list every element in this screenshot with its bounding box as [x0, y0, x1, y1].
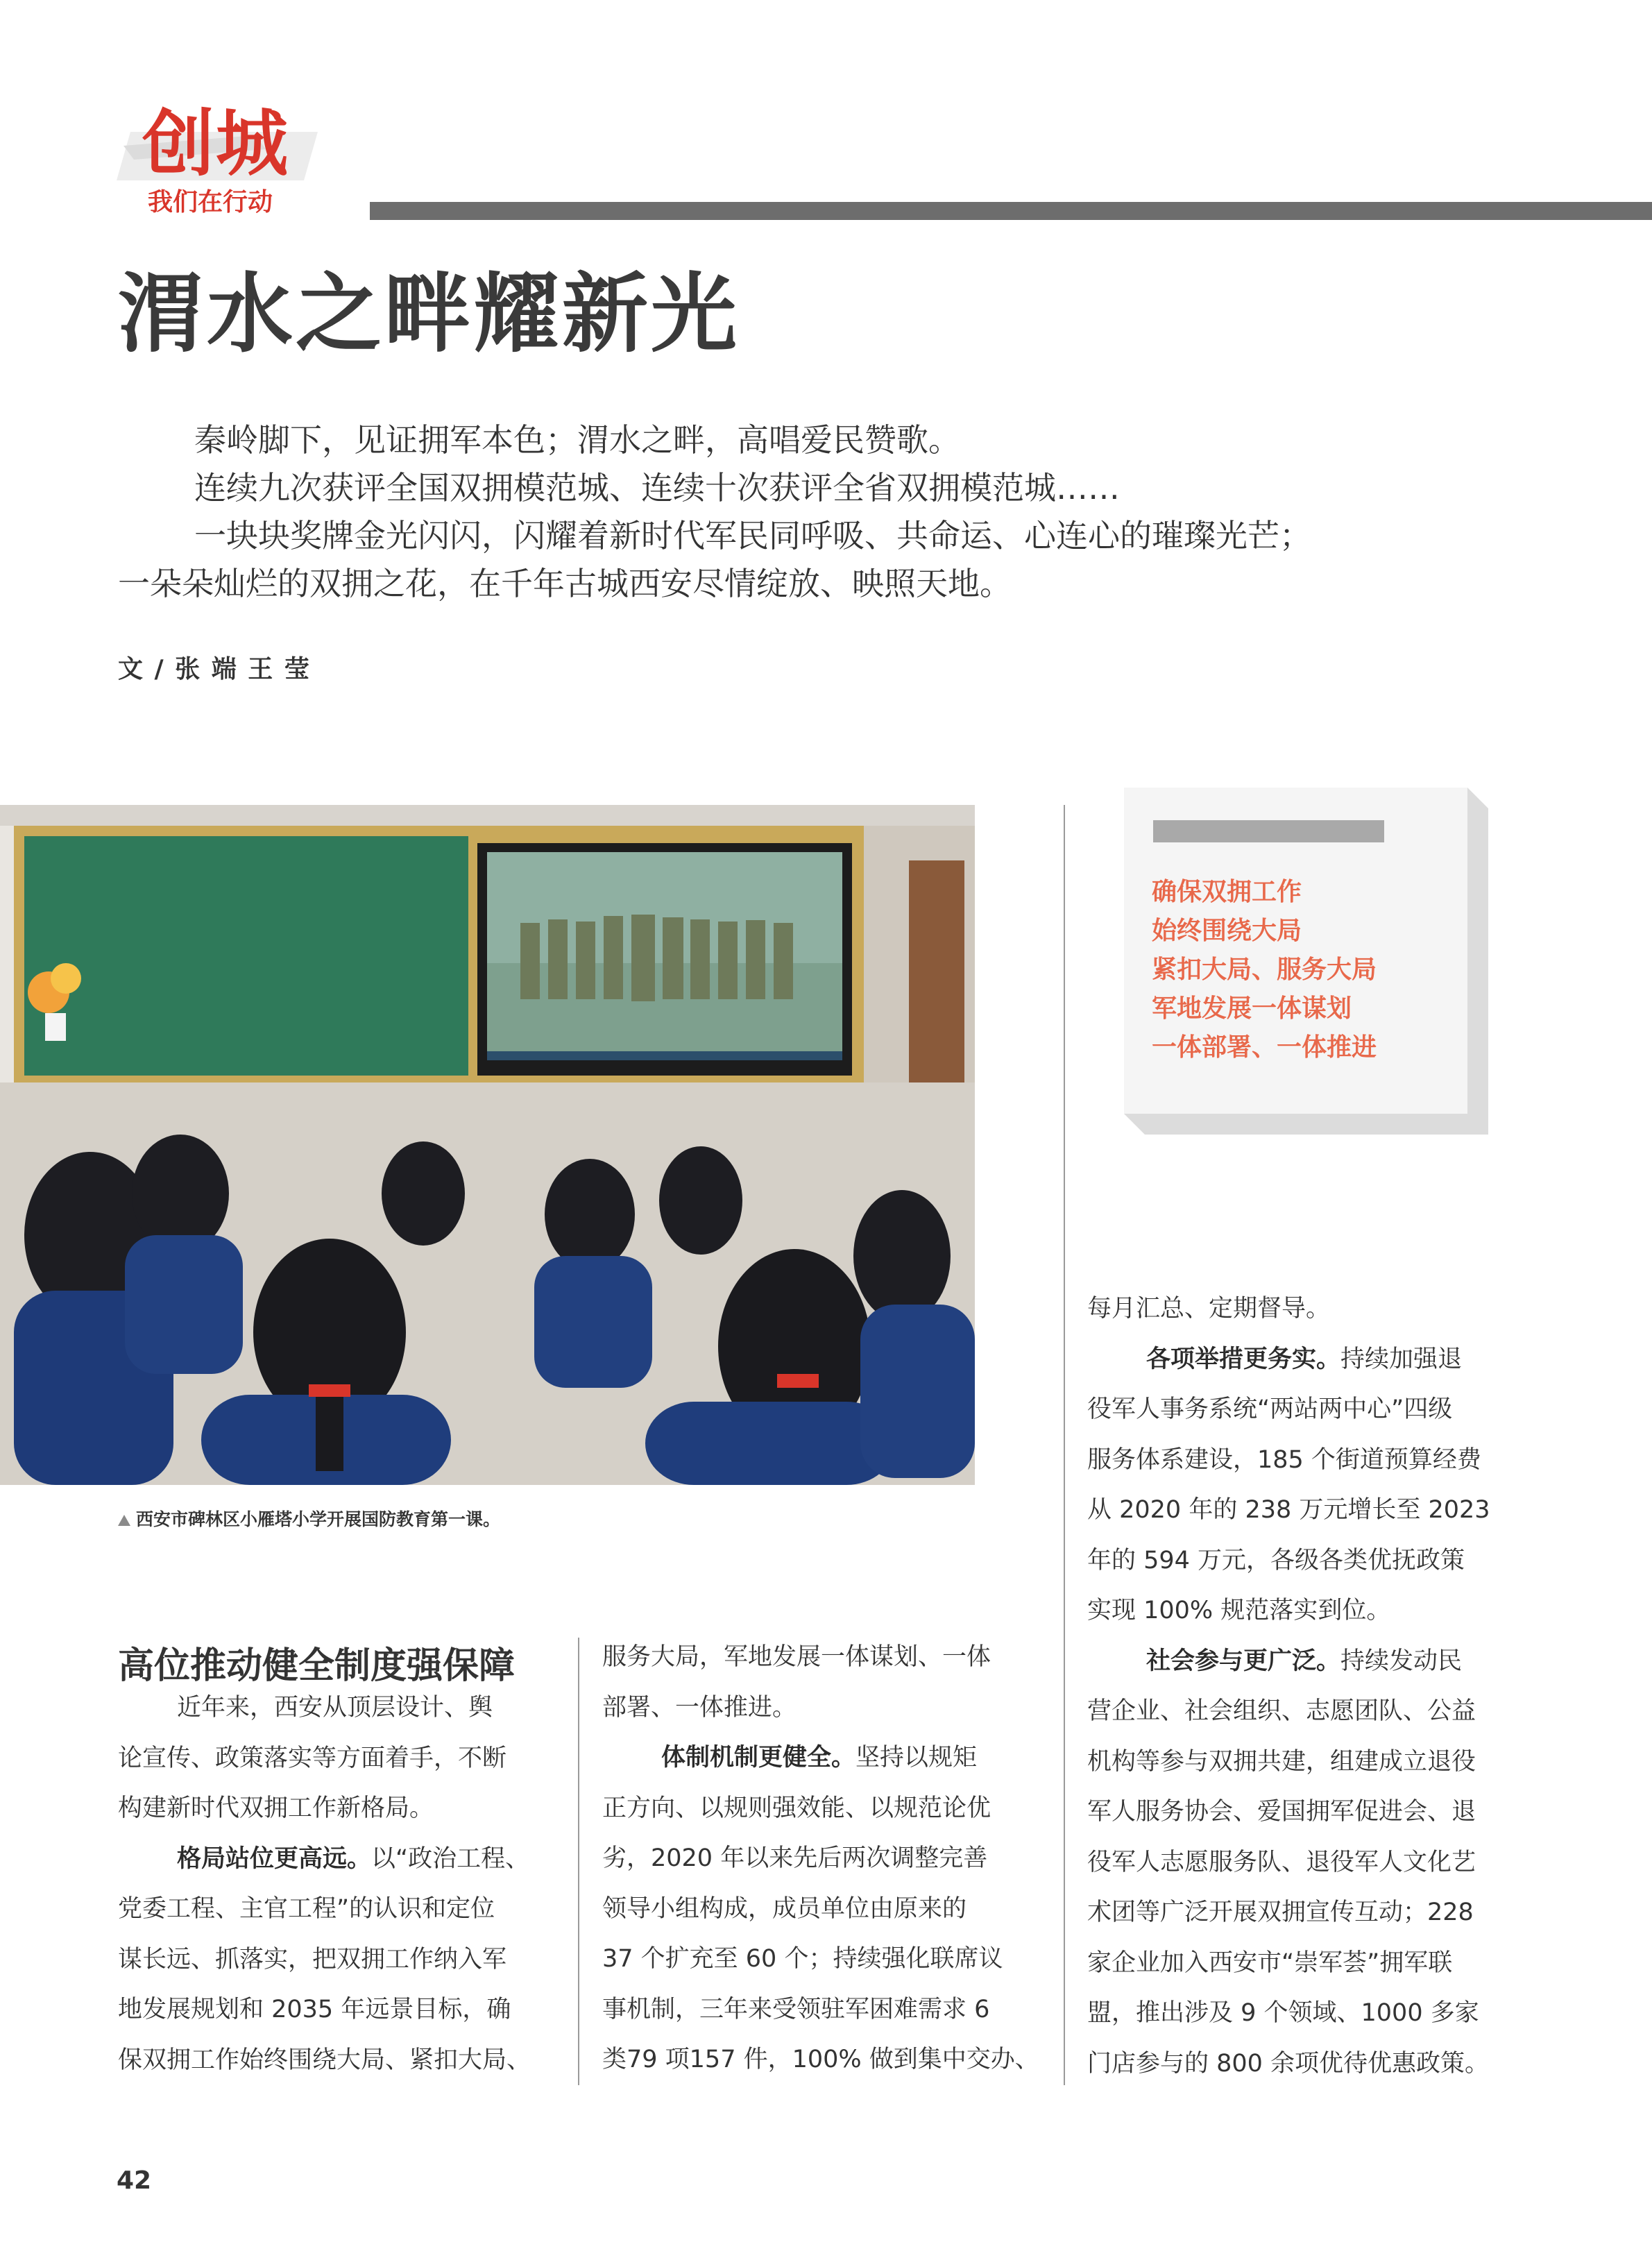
intro-line: 一朵朵灿烂的双拥之花，在千年古城西安尽情绽放、映照天地。 [118, 565, 1012, 602]
body-line: 年的 594 万元，各级各类优抚政策 [1087, 1546, 1465, 1574]
body-line: 劣，2020 年以来先后两次调整完善 [602, 1844, 988, 1872]
body-line: 服务大局，军地发展一体谋划、一体 [602, 1643, 991, 1671]
body-text: 持续发动民 [1340, 1647, 1463, 1675]
column-divider [578, 1638, 579, 2085]
body-paragraph-lead [602, 1733, 1046, 1783]
header-rule [370, 202, 1652, 220]
body-column-2 [602, 1632, 1046, 2085]
classroom-photo [0, 805, 975, 1485]
body-line: 术团等广泛开展双拥宣传互动；228 [1087, 1899, 1474, 1926]
pullquote-line: 军地发展一体谋划 [1152, 994, 1352, 1023]
photo-caption [118, 1506, 500, 1531]
body-line: 党委工程、主官工程”的认识和定位 [118, 1895, 495, 1923]
body-paragraph-lead [118, 1834, 562, 1885]
pullquote-line: 一体部署、一体推进 [1152, 1033, 1377, 1062]
body-text: 持续加强退 [1340, 1345, 1463, 1373]
body-line: 盟，推出涉及 9 个领域、1000 多家 [1087, 1999, 1479, 2027]
pullquote-line: 始终围绕大局 [1152, 917, 1302, 945]
pullquote-line: 紧扣大局、服务大局 [1152, 956, 1377, 984]
body-line: 役军人事务系统“两站两中心”四级 [1087, 1395, 1453, 1423]
body-line: 服务体系建设，185 个街道预算经费 [1087, 1445, 1481, 1474]
body-line: 役军人志愿服务队、退役军人文化艺 [1087, 1848, 1476, 1876]
bold-lead: 格局站位更高远。 [177, 1844, 372, 1873]
body-paragraph-lead [1087, 1334, 1538, 1385]
body-line: 实现 100% 规范落实到位。 [1087, 1597, 1391, 1624]
caption-triangle-icon [118, 1515, 130, 1526]
photo-caption-text: 西安市碑林区小雁塔小学开展国防教育第一课。 [136, 1509, 501, 1529]
body-line: 军人服务协会、爱国拥军促进会、退 [1087, 1798, 1476, 1826]
body-column-3 [1087, 1284, 1538, 2089]
body-line: 保双拥工作始终围绕大局、紧扣大局、 [118, 2046, 531, 2074]
body-line: 门店参与的 800 余项优待优惠政策。 [1087, 2049, 1490, 2078]
byline: 文 / 张 端 王 莹 [118, 655, 311, 683]
body-line: 事机制，三年来受领驻军困难需求 6 [602, 1995, 990, 2023]
pullquote-line: 确保双拥工作 [1152, 878, 1302, 906]
body-line: 类79 项157 件，100% 做到集中交办、 [602, 2046, 1039, 2073]
body-text: 坚持以规矩 [855, 1744, 978, 1772]
body-line: 近年来，西安从顶层设计、舆 [177, 1694, 493, 1722]
intro-line: 秦岭脚下，见证拥军本色；渭水之畔，高唱爱民赞歌。 [194, 421, 960, 459]
intro-line: 一块块奖牌金光闪闪，闪耀着新时代军民同呼吸、共命运、心连心的璀璨光芒； [194, 517, 1311, 554]
body-line: 从 2020 年的 238 万元增长至 2023 [1087, 1496, 1490, 1524]
page-number: 42 [117, 2166, 152, 2195]
section-logo: 创城 [142, 101, 290, 186]
body-text: 以“政治工程、 [371, 1844, 530, 1873]
bold-lead: 各项举措更务实。 [1146, 1345, 1341, 1373]
body-line: 营企业、社会组织、志愿团队、公益 [1087, 1697, 1476, 1725]
pullquote [1152, 873, 1377, 1067]
body-line: 部署、一体推进。 [602, 1693, 797, 1722]
body-line: 地发展规划和 2035 年远景目标，确 [118, 1996, 511, 2023]
column-divider [1064, 805, 1065, 2085]
body-line: 谋长远、抓落实，把双拥工作纳入军 [118, 1945, 507, 1973]
bold-lead: 社会参与更广泛。 [1146, 1647, 1341, 1675]
body-line: 正方向、以规则强效能、以规范论优 [602, 1794, 991, 1822]
body-column-1 [118, 1683, 562, 2085]
intro-line: 连续九次获评全国双拥模范城、连续十次获评全省双拥模范城…… [194, 469, 1120, 507]
body-line: 37 个扩充至 60 个；持续强化联席议 [602, 1945, 1003, 1973]
body-line: 每月汇总、定期督导。 [1087, 1295, 1331, 1323]
body-line: 机构等参与双拥共建，组建成立退役 [1087, 1747, 1476, 1776]
section-heading: 高位推动健全制度强保障 [118, 1645, 516, 1687]
body-line: 领导小组构成，成员单位由原来的 [602, 1894, 967, 1923]
body-line: 构建新时代双拥工作新格局。 [118, 1794, 434, 1822]
section-logo-subtitle: 我们在行动 [148, 188, 273, 216]
article-intro [118, 416, 1526, 608]
body-line: 家企业加入西安市“崇军荟”拥军联 [1087, 1948, 1453, 1977]
bold-lead: 体制机制更健全。 [661, 1744, 856, 1772]
pullquote-bar [1153, 820, 1384, 842]
article-title: 渭水之畔耀新光 [118, 264, 740, 364]
body-line: 论宣传、政策落实等方面着手，不断 [118, 1744, 507, 1772]
body-paragraph-lead [1087, 1636, 1538, 1687]
